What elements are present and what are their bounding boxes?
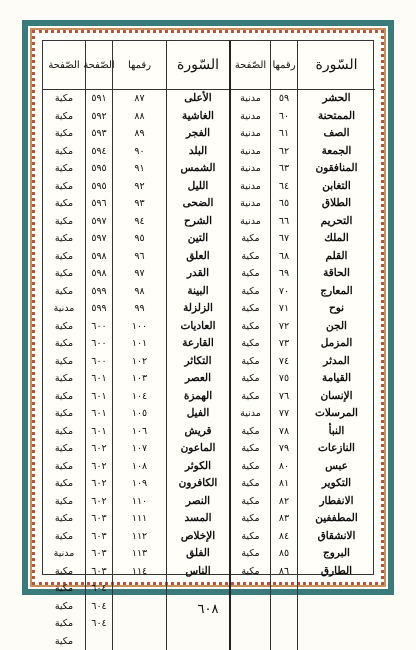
left-page-column — [85, 41, 112, 650]
table-cell: ٥٩١ — [86, 90, 112, 108]
table-cell: ٥٩٣ — [86, 125, 112, 143]
table-cell: مكية — [43, 90, 85, 108]
table-cell: المدثر — [298, 353, 375, 371]
header-number: رقمها — [271, 41, 297, 90]
table-cell: المطففين — [298, 510, 375, 528]
table-cell: ٧٤ — [271, 353, 297, 371]
header-type: الصّفحة — [231, 41, 270, 90]
table-cell: التين — [167, 230, 229, 248]
table-cell: الهمزة — [167, 388, 229, 406]
table-cell: مكية — [43, 563, 85, 581]
table-cell: مدنية — [43, 545, 85, 563]
header-surah: السّورة — [298, 41, 375, 90]
table-cell: الكوثر — [167, 458, 229, 476]
table-cell: ٦٠١ — [86, 388, 112, 406]
table-cell: مدنية — [231, 90, 270, 108]
table-cell: البينة — [167, 283, 229, 301]
table-cell: مكية — [231, 353, 270, 371]
table-cell: المزمل — [298, 335, 375, 353]
table-cell: مكية — [43, 353, 85, 371]
table-cell: مكية — [43, 388, 85, 406]
table-cell: ٦٠٠ — [86, 318, 112, 336]
table-cell: مدنية — [231, 213, 270, 231]
table-cell: ١٠٦ — [113, 423, 166, 441]
table-cell: مكية — [231, 440, 270, 458]
table-cell: ٦٠٠ — [86, 353, 112, 371]
right-type-column — [229, 41, 270, 650]
table-cell: مكية — [231, 545, 270, 563]
table-cell: مدنية — [43, 300, 85, 318]
table-cell: مكية — [43, 318, 85, 336]
table-cell: الحشر — [298, 90, 375, 108]
table-cell: ٨٣ — [271, 510, 297, 528]
table-cell: مكية — [43, 213, 85, 231]
table-cell: مكية — [231, 388, 270, 406]
table-cell: ٦٠١ — [86, 370, 112, 388]
table-cell: مدنية — [231, 405, 270, 423]
table-cell: ٦٨ — [271, 248, 297, 266]
table-cell: الأعلى — [167, 90, 229, 108]
table-cell: قريش — [167, 423, 229, 441]
table-cell: التكاثر — [167, 353, 229, 371]
right-page-column — [270, 41, 297, 650]
table-cell: ٧٧ — [271, 405, 297, 423]
left-number-column — [112, 41, 166, 650]
table-cell: مكية — [43, 423, 85, 441]
table-cell: ٦٠٣ — [86, 563, 112, 581]
table-cell: الملك — [298, 230, 375, 248]
table-cell: ١٠١ — [113, 335, 166, 353]
table-cell: القيامة — [298, 370, 375, 388]
table-cell: ٦٠١ — [86, 405, 112, 423]
table-cell: مكية — [231, 370, 270, 388]
table-cell: مكية — [43, 510, 85, 528]
table-cell: ٩١ — [113, 160, 166, 178]
table-cell: ٦١ — [271, 125, 297, 143]
table-cell: ١٠٢ — [113, 353, 166, 371]
table-cell: ١١٠ — [113, 493, 166, 511]
table-cell: مكية — [231, 458, 270, 476]
table-cell: ١٠٨ — [113, 458, 166, 476]
table-cell: مكية — [231, 283, 270, 301]
table-cell: ١١٤ — [113, 563, 166, 581]
table-cell: النصر — [167, 493, 229, 511]
table-cell: عبس — [298, 458, 375, 476]
table-cell: المنافقون — [298, 160, 375, 178]
table-cell: التحريم — [298, 213, 375, 231]
table-cell: ٧٩ — [271, 440, 297, 458]
table-cell: مكية — [231, 528, 270, 546]
table-cell: الناس — [167, 563, 229, 581]
table-cell: ٦٣ — [271, 160, 297, 178]
table-cell: الليل — [167, 178, 229, 196]
table-cell: ٦٠١ — [86, 423, 112, 441]
table-cell: ٥٩٦ — [86, 195, 112, 213]
table-cell: ٨٤ — [271, 528, 297, 546]
table-cell: ٨١ — [271, 475, 297, 493]
table-cell: مكية — [231, 563, 270, 581]
table-cell: مكية — [43, 633, 85, 650]
table-cell: الضحى — [167, 195, 229, 213]
table-cell: مكية — [43, 615, 85, 633]
table-cell: ٧١ — [271, 300, 297, 318]
table-cell: ١٠٤ — [113, 388, 166, 406]
table-cell: الشمس — [167, 160, 229, 178]
table-cell: ١٠٠ — [113, 318, 166, 336]
table-cell: الممتحنة — [298, 108, 375, 126]
table-cell: ١٠٥ — [113, 405, 166, 423]
header-page: الصّفحة — [86, 41, 112, 90]
table-cell: الطلاق — [298, 195, 375, 213]
table-cell: البروج — [298, 545, 375, 563]
table-cell: ٩٤ — [113, 213, 166, 231]
table-cell: مكية — [43, 248, 85, 266]
table-cell: المسد — [167, 510, 229, 528]
table-cell: ٦٠٣ — [86, 510, 112, 528]
table-cell: ٧٠ — [271, 283, 297, 301]
table-cell: ٥٩ — [271, 90, 297, 108]
table-cell: ٦٠٢ — [86, 440, 112, 458]
table-cell: مكية — [43, 440, 85, 458]
table-cell: ٨٧ — [113, 90, 166, 108]
table-cell: مدنية — [231, 178, 270, 196]
table-cell: ٦٢ — [271, 143, 297, 161]
table-cell: مكية — [43, 178, 85, 196]
table-cell: ٥٩٢ — [86, 108, 112, 126]
table-cell: ٦٠٢ — [86, 493, 112, 511]
table-cell: الماعون — [167, 440, 229, 458]
table-cell: مكية — [43, 493, 85, 511]
table-cell: ١١١ — [113, 510, 166, 528]
table-cell: ٦٦ — [271, 213, 297, 231]
table-cell: ٥٩٩ — [86, 283, 112, 301]
table-cell: التكوير — [298, 475, 375, 493]
table-cell: ٧٥ — [271, 370, 297, 388]
table-cell: ٦٠ — [271, 108, 297, 126]
page-border — [22, 20, 394, 595]
table-cell: ٦٠٣ — [86, 528, 112, 546]
header-surah: السّورة — [167, 41, 229, 90]
table-cell: العصر — [167, 370, 229, 388]
table-cell: ٨٢ — [271, 493, 297, 511]
page-number: ٦٠٨ — [0, 602, 416, 617]
table-cell: مكية — [43, 265, 85, 283]
table-cell: نوح — [298, 300, 375, 318]
table-cell: ٥٩٩ — [86, 300, 112, 318]
table-cell: ٧٦ — [271, 388, 297, 406]
table-cell: ٦٠٠ — [86, 335, 112, 353]
table-cell: مكية — [43, 528, 85, 546]
table-cell: مكية — [43, 108, 85, 126]
table-cell: الشرح — [167, 213, 229, 231]
table-cell: ٨٨ — [113, 108, 166, 126]
table-cell: ٨٠ — [271, 458, 297, 476]
table-cell: الغاشية — [167, 108, 229, 126]
table-cell: البلد — [167, 143, 229, 161]
surah-index-table — [42, 40, 374, 575]
table-cell: ٧٨ — [271, 423, 297, 441]
table-cell: ١٠٧ — [113, 440, 166, 458]
table-cell: الانشقاق — [298, 528, 375, 546]
table-cell: ٥٩٥ — [86, 160, 112, 178]
table-cell: مكية — [43, 283, 85, 301]
table-cell: مدنية — [231, 160, 270, 178]
table-cell: مكية — [231, 230, 270, 248]
table-cell: ٧٣ — [271, 335, 297, 353]
table-cell: المرسلات — [298, 405, 375, 423]
table-cell: العاديات — [167, 318, 229, 336]
table-cell: ٦٥ — [271, 195, 297, 213]
table-cell: ٩٩ — [113, 300, 166, 318]
table-cell: الإنسان — [298, 388, 375, 406]
table-cell: الطارق — [298, 563, 375, 581]
table-cell: ٨٩ — [113, 125, 166, 143]
table-cell: ١١٣ — [113, 545, 166, 563]
header-number: رقمها — [113, 41, 166, 90]
table-cell: ٥٩٧ — [86, 230, 112, 248]
header-type: الصّفحة — [43, 41, 85, 90]
table-cell: ٦٠٢ — [86, 458, 112, 476]
table-cell: القلم — [298, 248, 375, 266]
table-cell: مكية — [43, 195, 85, 213]
table-cell: مكية — [231, 493, 270, 511]
table-cell: مكية — [231, 248, 270, 266]
table-cell: ٩٠ — [113, 143, 166, 161]
table-cell: الجن — [298, 318, 375, 336]
table-cell: الإخلاص — [167, 528, 229, 546]
table-cell: ٦٠٣ — [86, 545, 112, 563]
table-cell: الانفطار — [298, 493, 375, 511]
table-cell: مكية — [231, 475, 270, 493]
table-cell: العلق — [167, 248, 229, 266]
table-cell: ٦٤ — [271, 178, 297, 196]
right-name-column — [297, 41, 375, 650]
table-cell: الكافرون — [167, 475, 229, 493]
table-cell: الفجر — [167, 125, 229, 143]
table-cell: مدنية — [231, 125, 270, 143]
table-cell: مكية — [43, 580, 85, 598]
table-cell: مكية — [43, 160, 85, 178]
table-cell: التغابن — [298, 178, 375, 196]
table-cell: مكية — [43, 230, 85, 248]
table-cell: ٦٠٢ — [86, 475, 112, 493]
table-cell: ١٠٩ — [113, 475, 166, 493]
table-cell: ٨٥ — [271, 545, 297, 563]
table-cell: ٩٥ — [113, 230, 166, 248]
left-name-column — [166, 41, 229, 650]
table-cell: المعارج — [298, 283, 375, 301]
table-cell: مكية — [231, 335, 270, 353]
table-cell: مكية — [43, 475, 85, 493]
table-cell: ١٠٣ — [113, 370, 166, 388]
table-cell: مدنية — [231, 143, 270, 161]
table-cell: الزلزلة — [167, 300, 229, 318]
table-cell: مكية — [231, 318, 270, 336]
table-cell: ١١٢ — [113, 528, 166, 546]
table-cell: ٦٩ — [271, 265, 297, 283]
table-cell: مدنية — [231, 195, 270, 213]
table-cell: مكية — [43, 125, 85, 143]
table-cell: ٩٣ — [113, 195, 166, 213]
table-cell: ٥٩٤ — [86, 143, 112, 161]
table-cell: الفيل — [167, 405, 229, 423]
table-cell: ٩٧ — [113, 265, 166, 283]
table-cell: الجمعة — [298, 143, 375, 161]
table-cell: ٩٦ — [113, 248, 166, 266]
table-cell: ٧٢ — [271, 318, 297, 336]
table-cell: مكية — [231, 300, 270, 318]
table-cell: ٦٧ — [271, 230, 297, 248]
table-cell: مدنية — [231, 108, 270, 126]
table-cell: ٥٩٧ — [86, 213, 112, 231]
table-cell: مكية — [231, 265, 270, 283]
table-cell: ٥٩٨ — [86, 248, 112, 266]
table-cell: الحاقة — [298, 265, 375, 283]
table-cell: ٦٠٤ — [86, 580, 112, 598]
table-cell: مكية — [43, 458, 85, 476]
table-cell: مكية — [43, 598, 85, 616]
table-cell: ٦٠٤ — [86, 598, 112, 616]
table-cell: مكية — [43, 370, 85, 388]
table-cell: القارعة — [167, 335, 229, 353]
table-cell: ٥٩٥ — [86, 178, 112, 196]
table-cell: ٩٨ — [113, 283, 166, 301]
table-cell: القدر — [167, 265, 229, 283]
table-cell: النبأ — [298, 423, 375, 441]
table-cell: ٨٦ — [271, 563, 297, 581]
table-cell: الصف — [298, 125, 375, 143]
table-cell: مكية — [231, 423, 270, 441]
table-cell: مكية — [231, 510, 270, 528]
table-cell: ٥٩٨ — [86, 265, 112, 283]
table-cell: مكية — [43, 405, 85, 423]
table-cell: ٩٢ — [113, 178, 166, 196]
table-cell: مكية — [43, 143, 85, 161]
left-type-column — [43, 41, 85, 650]
table-cell: النازعات — [298, 440, 375, 458]
table-cell: الفلق — [167, 545, 229, 563]
table-cell: مكية — [43, 335, 85, 353]
table-cell: ٦٠٤ — [86, 615, 112, 633]
